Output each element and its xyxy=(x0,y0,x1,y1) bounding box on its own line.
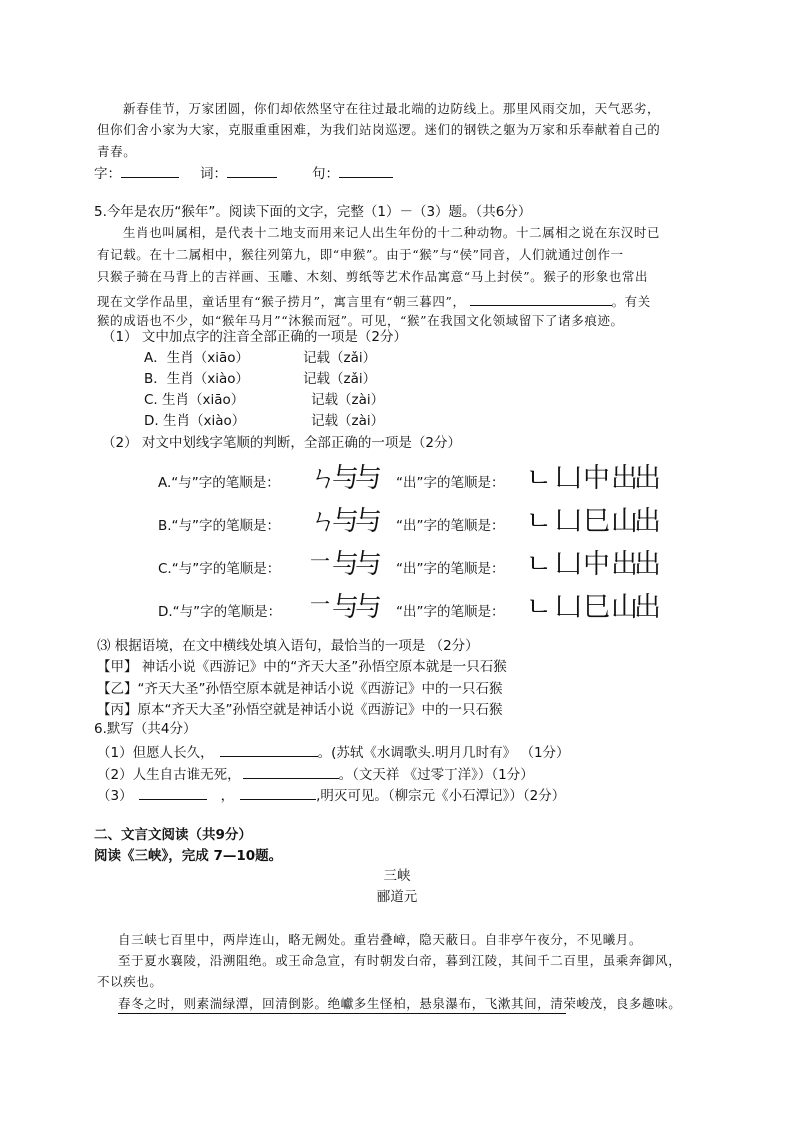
q6-item-2-blank[interactable] xyxy=(243,766,339,779)
q5-sub1-opt-a-2: 记载（zǎi） xyxy=(303,350,377,366)
stroke-d-label2: “出”字的笔顺是： xyxy=(396,604,505,620)
stroke-a-label: A.“与”字的笔顺是： xyxy=(158,475,280,491)
yu-a-3: 与 xyxy=(355,463,382,494)
q5-sub1-opt-b[interactable]: B．生肖（xiào） xyxy=(144,371,250,387)
yu-c-1: 一 xyxy=(310,549,330,573)
q5-passage-4-end: 。有关 xyxy=(611,294,651,309)
q6-item-3 xyxy=(97,787,565,804)
stroke-option-d[interactable] xyxy=(150,586,680,630)
q6-item-1-source: 。(苏轼《水调歌头.明月几时有》 （1分） xyxy=(317,745,570,761)
q5-title: 5.今年是农历“猴年”。阅读下面的文字，完整（1）－（3）题。（共6分） xyxy=(94,204,532,220)
q5-sub3-opt-jia[interactable]: 【甲】 神话小说《西游记》中的“齐天大圣”孙悟空原本就是一只石猴 xyxy=(97,659,507,675)
q6-item-1-blank[interactable] xyxy=(220,744,318,757)
chu-a-2: 凵 xyxy=(555,463,582,494)
q6-item-2-source: 。（文天祥 《过零丁洋》）（1分） xyxy=(338,767,534,783)
stroke-c-label2: “出”字的笔顺是： xyxy=(396,561,505,577)
yu-d-3: 与 xyxy=(355,592,382,623)
stroke-b-label: B.“与”字的笔顺是： xyxy=(158,518,281,534)
q6-item-2 xyxy=(97,766,534,783)
article-para-3-underline xyxy=(118,1013,566,1014)
yu-a-1: ㄣ xyxy=(310,463,337,494)
q5-passage-2: 有记载。在十二属相中，猴往列第九，即“申猴”。由于“猴”与“侯”同音，人们就通过创作一 xyxy=(97,247,624,262)
yu-d-1: 一 xyxy=(310,592,330,616)
q5-sub3-opt-yi[interactable]: 【乙】“齐天大圣”孙悟空原本就是神话小说《西游记》中的一只石猴 xyxy=(97,681,503,697)
chu-d-4: 山 xyxy=(611,592,638,623)
yu-b-3: 与 xyxy=(355,506,382,537)
intro-line-1: 新春佳节，万家团圆，你们却依然坚守在往过最北端的边防线上。那里风雨交加，天气恶劣， xyxy=(123,101,661,116)
chu-d-5: 出 xyxy=(634,592,661,623)
chu-c-2: 凵 xyxy=(555,549,582,580)
q5-passage-4 xyxy=(97,293,651,309)
q6-item-3-comma: ， xyxy=(220,788,235,804)
chu-c-4: 出 xyxy=(611,549,638,580)
q5-passage-5: 猴的成语也不少，如“猴年马月”“沐猴而冠”。可见，“猴”在我国文化领域留下了诸多痕迹。 xyxy=(97,313,624,328)
chu-d-1: ㄴ xyxy=(526,592,553,623)
yu-c-3: 与 xyxy=(355,549,382,580)
q5-sub1-opt-d[interactable]: D. 生肖（xiào） xyxy=(144,413,246,429)
fill-zi xyxy=(94,165,179,182)
fill-ci-label: 词： xyxy=(200,166,227,182)
q6-item-3-text: （3） xyxy=(97,788,133,804)
stroke-option-a[interactable] xyxy=(150,457,680,501)
fill-zi-label: 字： xyxy=(94,166,121,182)
fill-ju-label: 句： xyxy=(312,166,339,182)
stroke-option-b[interactable] xyxy=(150,500,680,544)
intro-line-3: 青春。 xyxy=(97,144,137,159)
stroke-b-label2: “出”字的笔顺是： xyxy=(396,518,505,534)
q6-item-1 xyxy=(97,744,570,761)
article-para-3: 春冬之时，则素湍绿潭，回清倒影。绝巘多生怪柏，悬泉瀑布，飞漱其间，清荣峻茂，良多趣味。 xyxy=(118,996,682,1011)
chu-b-3: 巳 xyxy=(583,506,610,537)
article-para-2: 至于夏水襄陵，沿溯阻绝。或王命急宣，有时朝发白帝，暮到江陵，其间千二百里，虽乘奔御风， xyxy=(118,953,682,968)
chu-d-3: 巳 xyxy=(583,592,610,623)
chu-a-3: 中 xyxy=(583,463,610,494)
q6-item-2-text: （2）人生自古谁无死， xyxy=(97,767,241,783)
q5-sub3-stem: ⑶ 根据语境，在文中横线处填入语句，最恰当的一项是 （2分） xyxy=(97,638,479,654)
q6-item-3-blank-1[interactable] xyxy=(139,787,207,800)
fill-ju-blank[interactable] xyxy=(339,165,393,178)
q5-passage-blank[interactable] xyxy=(470,293,612,306)
q5-sub3-opt-bing[interactable]: 【丙】原本“齐天大圣”孙悟空就是神话小说《西游记》中的一只石猴 xyxy=(97,702,503,718)
fill-ju xyxy=(312,165,393,182)
q5-sub2-stem: （2） 对文中划线字笔顺的判断，全部正确的一项是（2分） xyxy=(102,435,461,451)
chu-b-2: 凵 xyxy=(555,506,582,537)
fill-zi-blank[interactable] xyxy=(121,165,179,178)
q5-sub1-opt-c[interactable]: C. 生肖（xiāo） xyxy=(144,392,245,408)
chu-b-5: 出 xyxy=(634,506,661,537)
article-para-2-cont: 不以疾也。 xyxy=(97,974,163,989)
stroke-option-c[interactable] xyxy=(150,543,680,587)
article-para-1: 自三峡七百里中，两岸连山，略无阙处。重岩叠嶂，隐天蔽日。自非亭午夜分，不见曦月。 xyxy=(118,932,643,947)
chu-c-1: ㄴ xyxy=(526,549,553,580)
chu-b-1: ㄴ xyxy=(526,506,553,537)
yu-b-1: ㄣ xyxy=(310,506,337,537)
chu-c-5: 出 xyxy=(634,549,661,580)
yu-c-2: 与 xyxy=(332,549,359,580)
section2-heading: 二、文言文阅读（共9分） xyxy=(94,827,252,843)
yu-a-2: 与 xyxy=(332,463,359,494)
chu-c-3: 中 xyxy=(583,549,610,580)
chu-a-5: 出 xyxy=(634,463,661,494)
intro-line-2: 但你们舍小家为大家，克服重重困难，为我们站岗巡逻。迷们的钢铁之躯为万家和乐奉献着自己的 xyxy=(97,122,661,137)
chu-b-4: 山 xyxy=(611,506,638,537)
q5-passage-3: 只猴子骑在马背上的吉祥画、玉雕、木刻、剪纸等艺术作品寓意“马上封侯”。猴子的形象也常出 xyxy=(97,269,649,284)
q5-sub1-opt-d-2: 记载（zài） xyxy=(311,413,385,429)
q6-item-3-source: ,明灭可见。（柳宗元《小石潭记》）（2分） xyxy=(316,788,566,804)
yu-b-2: 与 xyxy=(332,506,359,537)
q5-sub1-stem: （1） 文中加点字的注音全部正确的一项是（2分） xyxy=(102,329,407,345)
q5-sub1-opt-c-2: 记载（zài） xyxy=(311,392,385,408)
article-title: 三峡 xyxy=(383,868,411,884)
yu-d-2: 与 xyxy=(332,592,359,623)
section2-instruction: 阅读《三峡》，完成 7—10题。 xyxy=(94,848,283,864)
q5-sub1-opt-a[interactable]: A．生肖（xiāo） xyxy=(144,350,250,366)
stroke-a-label2: “出”字的笔顺是： xyxy=(396,475,505,491)
q6-item-3-blank-2[interactable] xyxy=(240,787,316,800)
q6-title: 6.默写（共4分） xyxy=(94,721,197,737)
chu-d-2: 凵 xyxy=(555,592,582,623)
chu-a-1: ㄴ xyxy=(526,463,553,494)
article-author: 郦道元 xyxy=(376,889,418,905)
stroke-d-label: D.“与”字的笔顺是： xyxy=(158,604,282,620)
q6-item-1-text: （1）但愿人长久， xyxy=(97,745,214,761)
fill-ci xyxy=(200,165,277,182)
fill-ci-blank[interactable] xyxy=(227,165,277,178)
chu-a-4: 出 xyxy=(611,463,638,494)
q5-passage-1: 生肖也叫属相，是代表十二地支而用来记人出生年份的十二种动物。十二属相之说在东汉时已 xyxy=(123,225,661,240)
q5-passage-4-text: 现在文学作品里，童话里有“猴子捞月”，寓言里有“朝三暮四”， xyxy=(97,294,466,309)
stroke-c-label: C.“与”字的笔顺是： xyxy=(158,561,281,577)
q5-sub1-opt-b-2: 记载（zǎi） xyxy=(303,371,377,387)
